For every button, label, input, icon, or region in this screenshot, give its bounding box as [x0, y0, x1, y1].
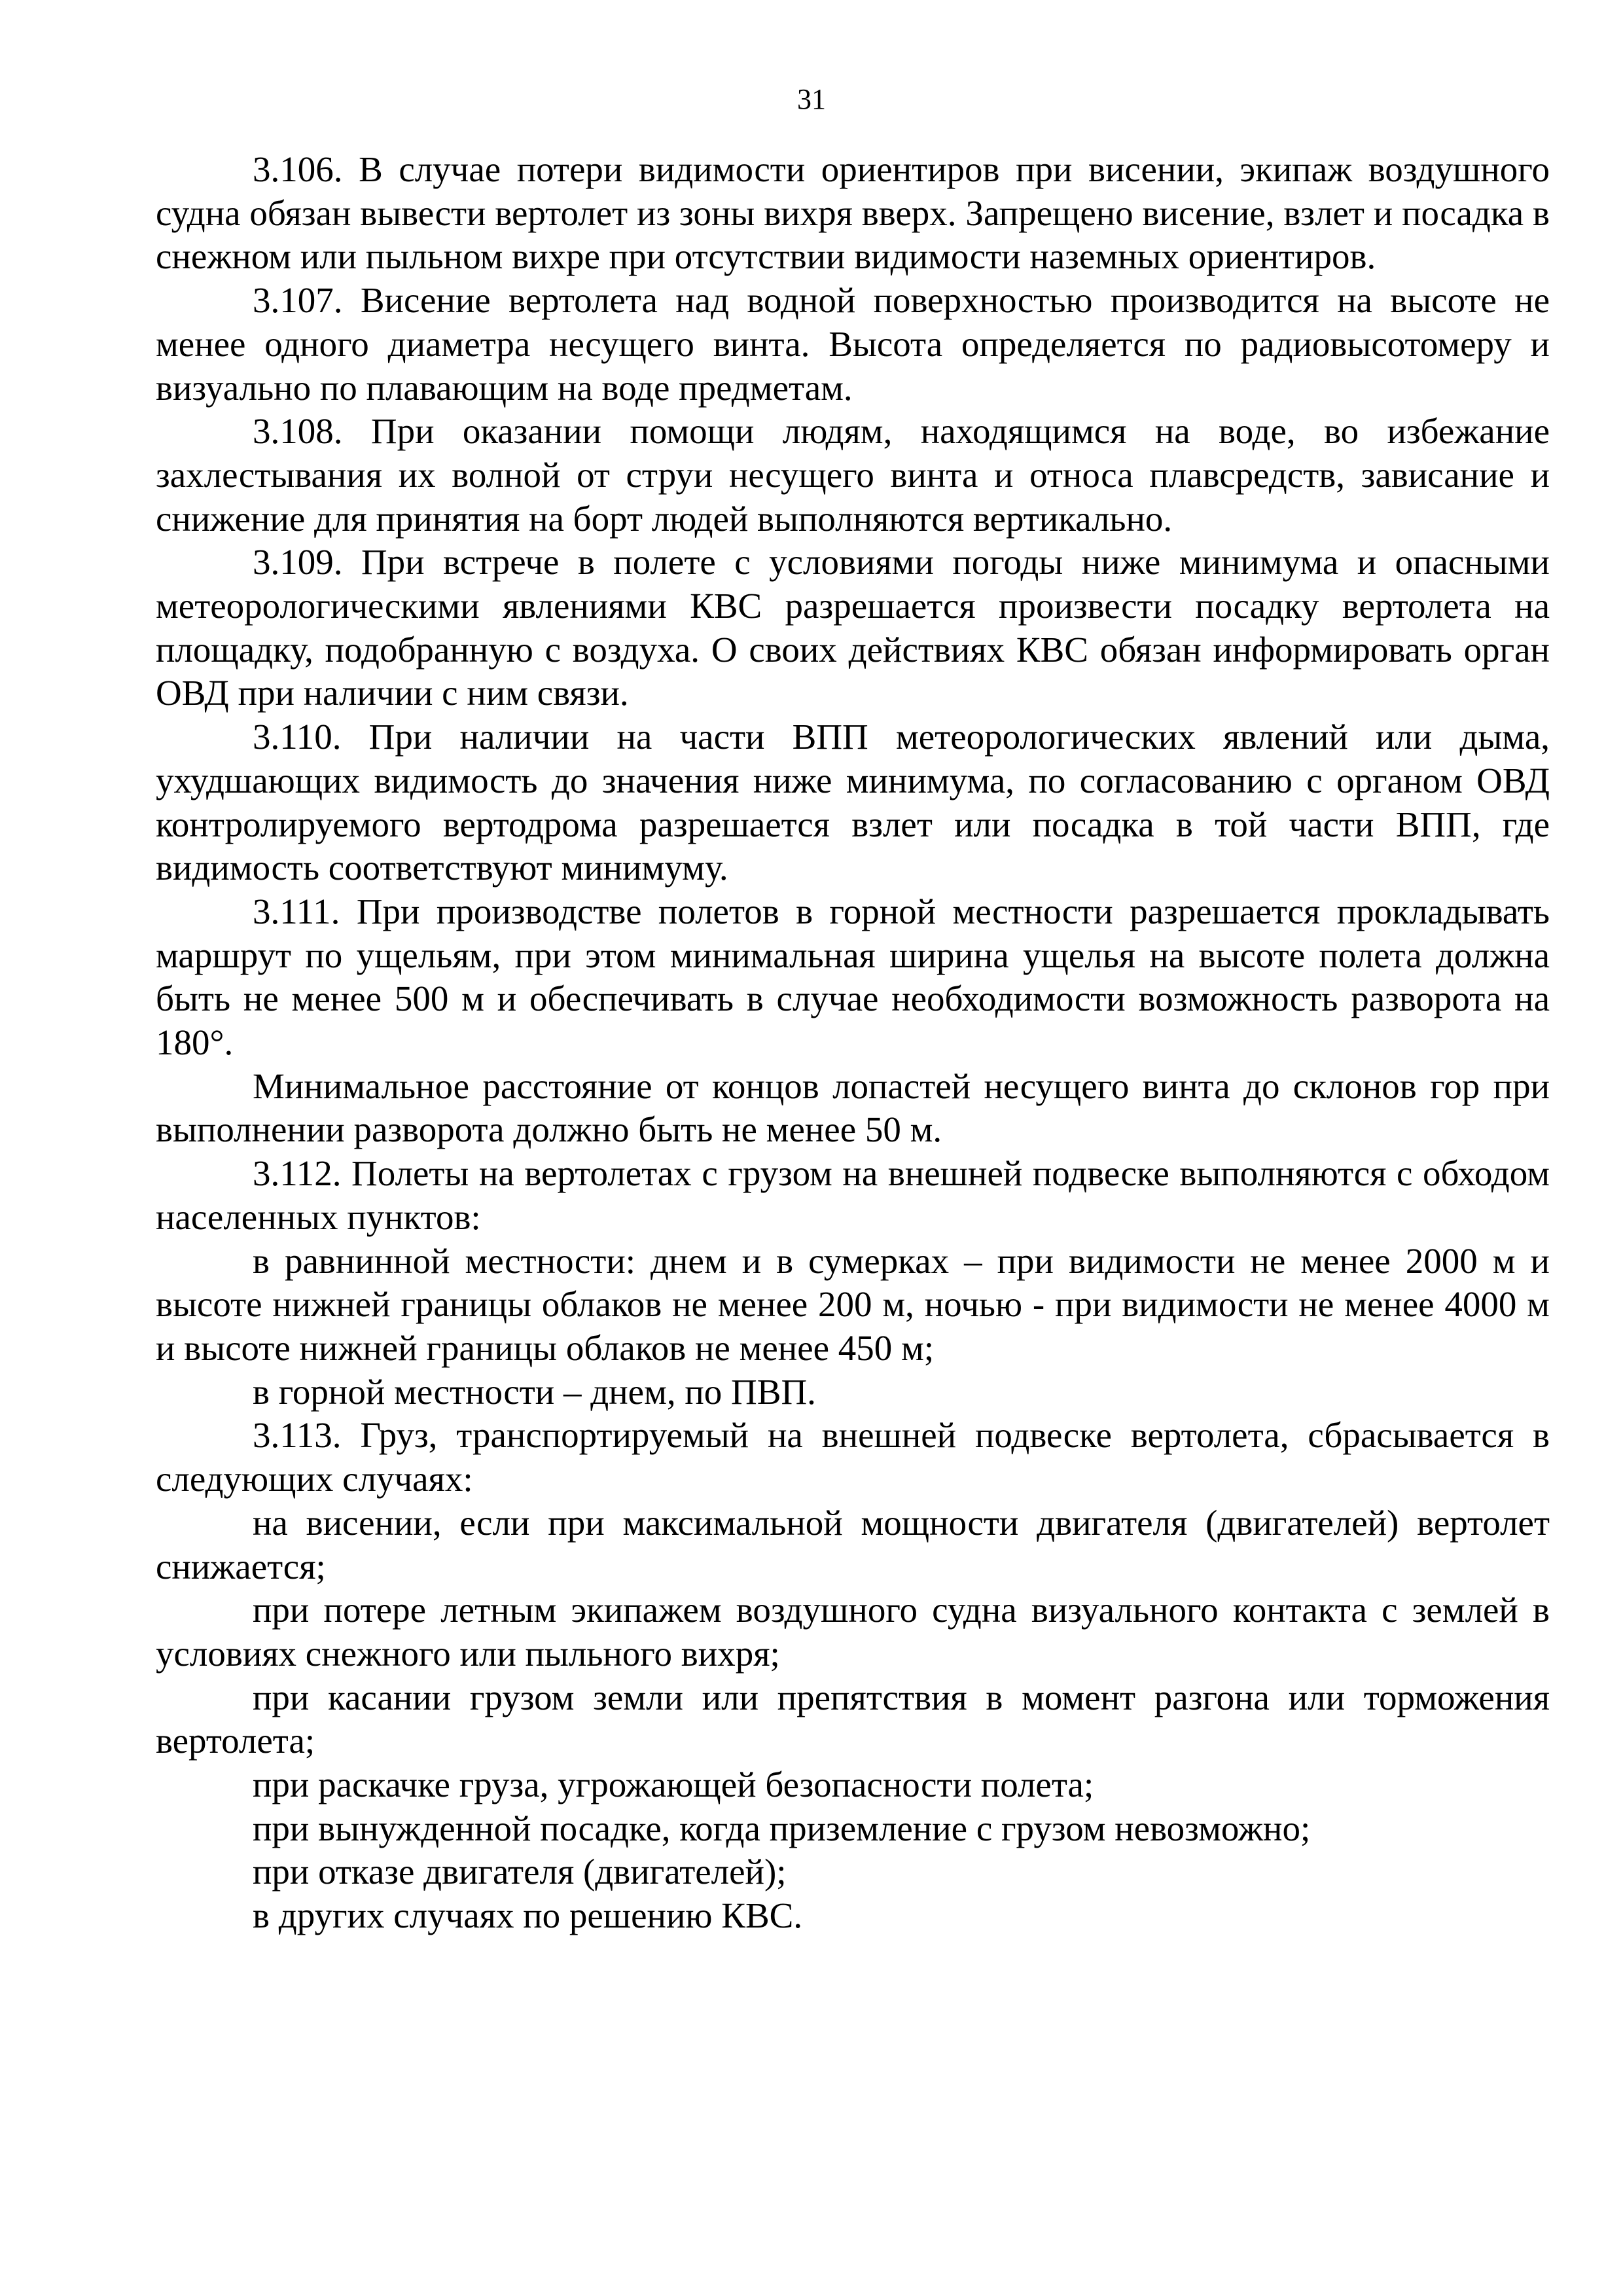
list-item-forced-landing: при вынужденной посадке, когда приземление с грузом невозможно;	[253, 1808, 1311, 1848]
list-item-plain-terrain: в равнинной местности: днем и в сумерках – при видимости не менее 2000 м и высоте нижней границы облаков не менее 200 м, ночью - при видимости не менее 4000 м и высоте нижней границы облаков не менее 450 м;	[156, 1240, 1550, 1368]
paragraph-3-109: 3.109. При встрече в полете с условиями погоды ниже минимума и опасными метеорологическими явлениями КВС разрешается произвести посадку вертолета на площадку, подобранную с воздуха. О своих действиях КВС обязан информировать орган ОВД при наличии с ним связи.	[156, 542, 1550, 713]
list-item-engine-failure: при отказе двигателя (двигателей);	[253, 1852, 787, 1892]
paragraph-3-112: 3.112. Полеты на вертолетах с грузом на внешней подвеске выполняются с обходом населенных пунктов:	[156, 1153, 1550, 1237]
paragraph-3-113: 3.113. Груз, транспортируемый на внешней подвеске вертолета, сбрасывается в следующих случаях:	[156, 1415, 1550, 1499]
paragraph-3-111-continued: Минимальное расстояние от концов лопастей несущего винта до склонов гор при выполнении разворота должно быть не менее 50 м.	[156, 1066, 1550, 1150]
document-body	[156, 148, 1550, 1938]
list-item-cargo-swing: при раскачке груза, угрожающей безопасности полета;	[253, 1765, 1094, 1805]
list-item-hover-descent: на висении, если при максимальной мощности двигателя (двигателей) вертолет снижается;	[156, 1502, 1550, 1587]
list-item-visual-contact-loss: при потере летным экипажем воздушного судна визуального контакта с землей в условиях снежного или пыльного вихря;	[156, 1590, 1550, 1674]
paragraph-3-108: 3.108. При оказании помощи людям, находящимся на воде, во избежание захлестывания их волной от струи несущего винта и относа плавсредств, зависание и снижение для принятия на борт людей выполняются вертикально.	[156, 411, 1550, 539]
paragraph-3-111: 3.111. При производстве полетов в горной местности разрешается прокладывать маршрут по ущельям, при этом минимальная ширина ущелья на высоте полета должна быть не менее 500 м и обеспечивать в случае необходимости возможность разворота на 180°.	[156, 891, 1550, 1063]
list-item-mountain-terrain: в горной местности – днем, по ПВП.	[253, 1371, 816, 1412]
paragraph-3-107: 3.107. Висение вертолета над водной поверхностью производится на высоте не менее одного диаметра несущего винта. Высота определяется по радиовысотомеру и визуально по плавающим на воде предметам.	[156, 280, 1550, 408]
paragraph-3-106: 3.106. В случае потери видимости ориентиров при висении, экипаж воздушного судна обязан вывести вертолет из зоны вихря вверх. Запрещено висение, взлет и посадка в снежном или пыльном вихре при отсутствии видимости наземных ориентиров.	[156, 149, 1550, 277]
paragraph-3-110: 3.110. При наличии на части ВПП метеорологических явлений или дыма, ухудшающих видимость до значения ниже минимума, по согласованию с органом ОВД контролируемого вертодрома разрешается взлет или посадка в той части ВПП, где видимость соответствуют минимуму.	[156, 717, 1550, 888]
list-item-cargo-touch: при касании грузом земли или препятствия в момент разгона или торможения вертолета;	[156, 1677, 1550, 1761]
list-item-commander-decision: в других случаях по решению КВС.	[253, 1895, 803, 1936]
page-number: 31	[797, 83, 826, 115]
